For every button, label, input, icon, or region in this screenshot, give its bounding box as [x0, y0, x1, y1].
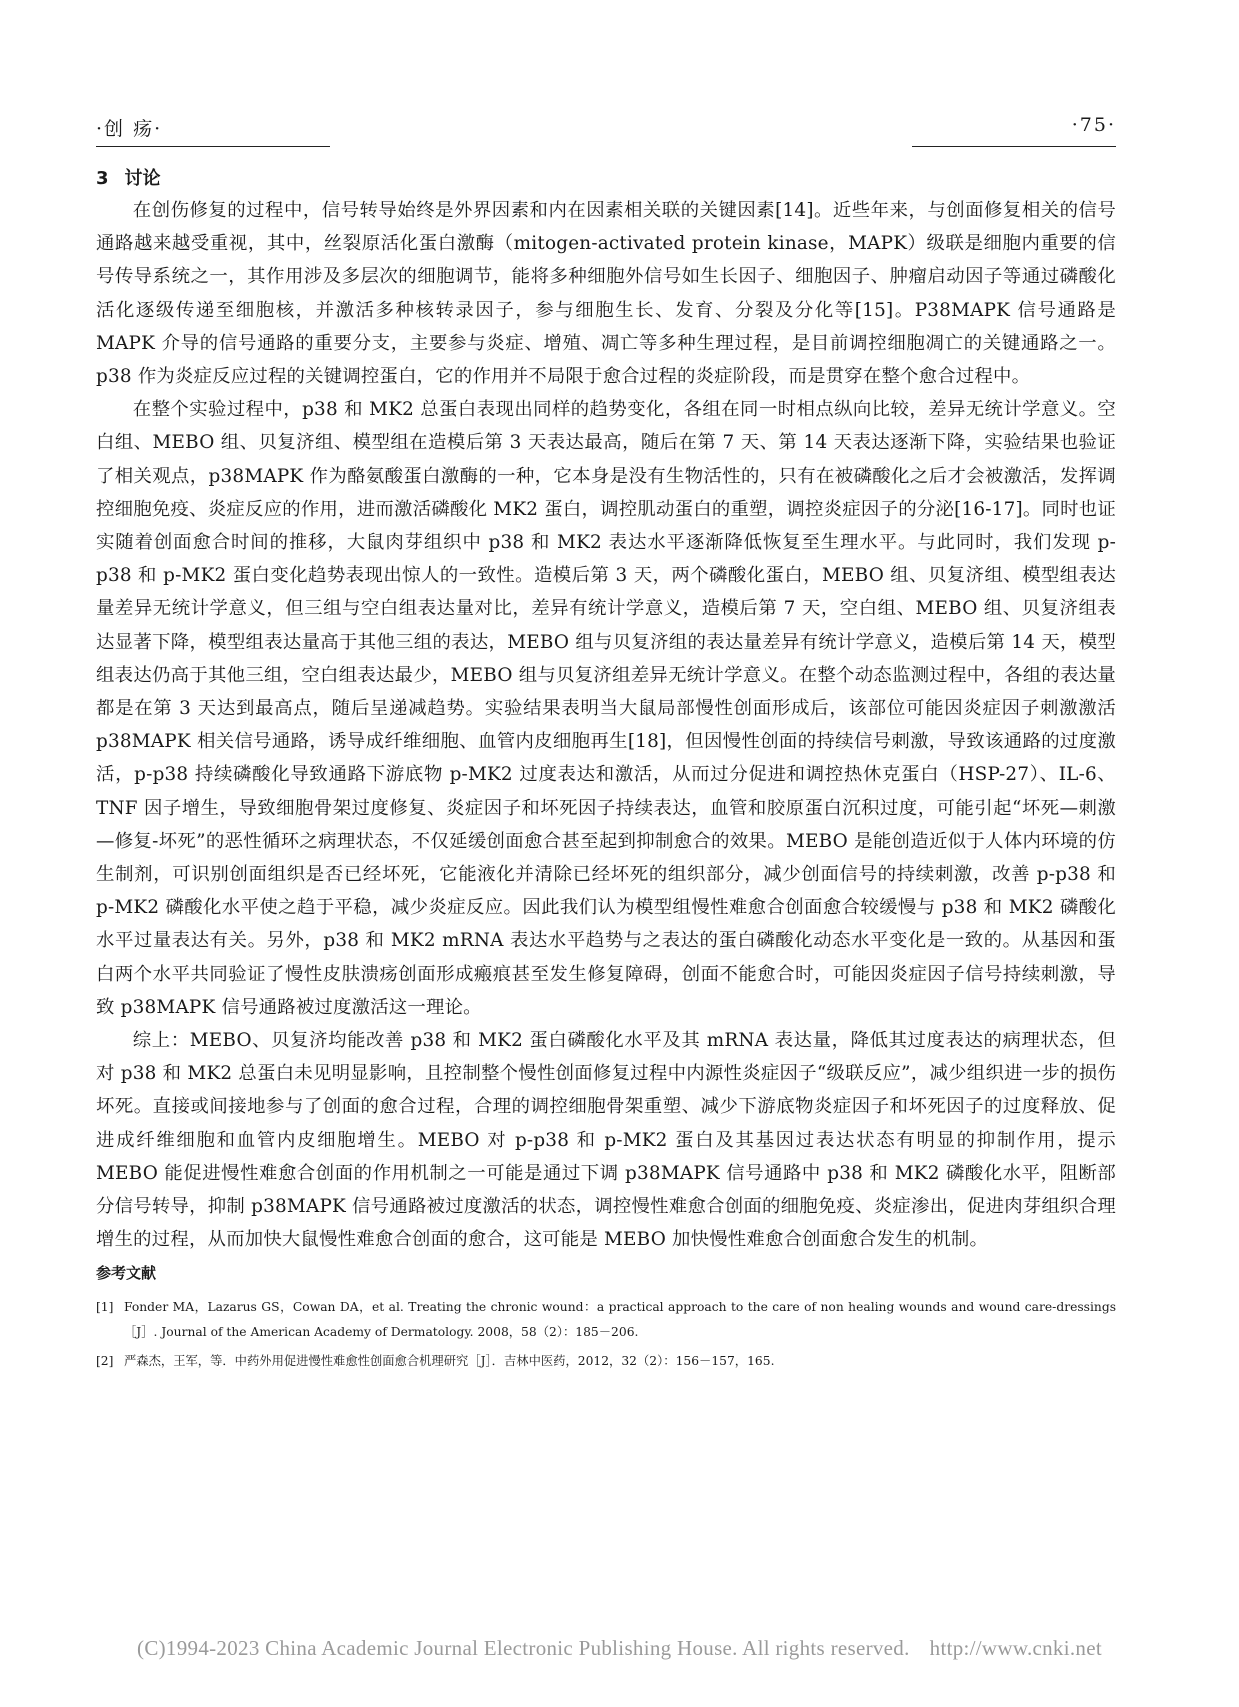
- reference-item: [96, 1349, 1116, 1374]
- reference-number: [1]: [96, 1299, 114, 1314]
- page-number: ·75·: [1071, 114, 1116, 136]
- article-content: [96, 166, 1116, 1378]
- reference-text: Fonder MA，Lazarus GS，Cowan DA，et al. Treating the chronic wound：a practical approach to the care of non healing wounds and wound care-dressings［J］. Journal of the American Academy of Dermatology. 2008，58（2）：185－206.: [124, 1299, 1116, 1339]
- header-rule-left: [96, 146, 330, 147]
- references-heading: 参考文献: [96, 1263, 157, 1282]
- copyright-footer: [0, 1636, 1239, 1661]
- reference-number: [2]: [96, 1353, 114, 1368]
- reference-text: 严森杰，王军，等．中药外用促进慢性难愈性创面愈合机理研究［J］．吉林中医药，2012，32（2）：156－157，165.: [124, 1353, 775, 1368]
- paragraph-1: 在创伤修复的过程中，信号转导始终是外界因素和内在因素相关联的关键因素[14]。近些年来，与创面修复相关的信号通路越来越受重视，其中，丝裂原活化蛋白激酶（mitogen-activated protein kinase，MAPK）级联是细胞内重要的信号传导系统之一，其作用涉及多层次的细胞调节，能将多种细胞外信号如生长因子、细胞因子、肿瘤启动因子等通过磷酸化活化逐级传递至细胞核，并激活多种核转录因子，参与细胞生长、发育、分裂及分化等[15]。P38MAPK 信号通路是 MAPK 介导的信号通路的重要分支，主要参与炎症、增殖、凋亡等多种生理过程，是目前调控细胞凋亡的关键通路之一。p38 作为炎症反应过程的关键调控蛋白，它的作用并不局限于愈合过程的炎症阶段，而是贯穿在整个愈合过程中。: [96, 200, 1116, 388]
- copyright-text: (C)1994-2023 China Academic Journal Electronic Publishing House. All rights reserved.: [137, 1636, 910, 1660]
- running-header: [96, 114, 1116, 146]
- footer-url: http://www.cnki.net: [929, 1636, 1102, 1660]
- reference-item: [96, 1295, 1116, 1345]
- section-number: 3: [96, 168, 109, 189]
- journal-name: ·创 疡·: [96, 118, 163, 140]
- paragraph-2: 在整个实验过程中，p38 和 MK2 总蛋白表现出同样的趋势变化，各组在同一时相点纵向比较，差异无统计学意义。空白组、MEBO 组、贝复济组、模型组在造模后第 3 天表达最高，随后在第 7 天、第 14 天表达逐渐下降，实验结果也验证了相关观点，p38MAPK 作为酪氨酸蛋白激酶的一种，它本身是没有生物活性的，只有在被磷酸化之后才会被激活，发挥调控细胞免疫、炎症反应的作用，进而激活磷酸化 MK2 蛋白，调控肌动蛋白的重塑，调控炎症因子的分泌[16-17]。同时也证实随着创面愈合时间的推移，大鼠肉芽组织中 p38 和 MK2 表达水平逐渐降低恢复至生理水平。与此同时，我们发现 p-p38 和 p-MK2 蛋白变化趋势表现出惊人的一致性。造模后第 3 天，两个磷酸化蛋白，MEBO 组、贝复济组、模型组表达量差异无统计学意义，但三组与空白组表达量对比，差异有统计学意义，造模后第 7 天，空白组、MEBO 组、贝复济组表达显著下降，模型组表达量高于其他三组的表达，MEBO 组与贝复济组的表达量差异有统计学意义，造模后第 14 天，模型组表达仍高于其他三组，空白组表达最少，MEBO 组与贝复济组差异无统计学意义。在整个动态监测过程中，各组的表达量都是在第 3 天达到最高点，随后呈递减趋势。实验结果表明当大鼠局部慢性创面形成后，该部位可能因炎症因子刺激激活 p38MAPK 相关信号通路，诱导成纤维细胞、血管内皮细胞再生[18]，但因慢性创面的持续信号刺激，导致该通路的过度激活，p-p38 持续磷酸化导致通路下游底物 p-MK2 过度表达和激活，从而过分促进和调控热休克蛋白（HSP-27）、IL-6、TNF 因子增生，导致细胞骨架过度修复、炎症因子和坏死因子持续表达，血管和胶原蛋白沉积过度，可能引起“坏死—刺激—修复-坏死”的恶性循环之病理状态，不仅延缓创面愈合甚至起到抑制愈合的效果。MEBO 是能创造近似于人体内环境的仿生制剂，可识别创面组织是否已经坏死，它能液化并清除已经坏死的组织部分，减少创面信号的持续刺激，改善 p-p38 和 p-MK2 磷酸化水平使之趋于平稳，减少炎症反应。因此我们认为模型组慢性难愈合创面愈合较缓慢与 p38 和 MK2 磷酸化水平过量表达有关。另外，p38 和 MK2 mRNA 表达水平趋势与之表达的蛋白磷酸化动态水平变化是一致的。从基因和蛋白两个水平共同验证了慢性皮肤溃疡创面形成瘢痕甚至发生修复障碍，创面不能愈合时，可能因炎症因子信号持续刺激，导致 p38MAPK 信号通路被过度激活这一理论。: [96, 399, 1116, 1018]
- paragraph-3: 综上：MEBO、贝复济均能改善 p38 和 MK2 蛋白磷酸化水平及其 mRNA 表达量，降低其过度表达的病理状态，但对 p38 和 MK2 总蛋白未见明显影响，且控制整个慢性创面修复过程中内源性炎症因子“级联反应”，减少组织进一步的损伤坏死。直接或间接地参与了创面的愈合过程，合理的调控细胞骨架重塑、减少下游底物炎症因子和坏死因子的过度释放、促进成纤维细胞和血管内皮细胞增生。MEBO 对 p-p38 和 p-MK2 蛋白及其基因过表达状态有明显的抑制作用，提示 MEBO 能促进慢性难愈合创面的作用机制之一可能是通过下调 p38MAPK 信号通路中 p38 和 MK2 磷酸化水平，阻断部分信号转导，抑制 p38MAPK 信号通路被过度激活的状态，调控慢性难愈合创面的细胞免疫、炎症渗出，促进肉芽组织合理增生的过程，从而加快大鼠慢性难愈合创面的愈合，这可能是 MEBO 加快慢性难愈合创面愈合发生的机制。: [96, 1030, 1116, 1251]
- header-rule-right: [912, 146, 1116, 147]
- body-text: [96, 194, 1116, 1257]
- section-title: 讨论: [124, 168, 161, 189]
- section-heading: [96, 166, 1116, 192]
